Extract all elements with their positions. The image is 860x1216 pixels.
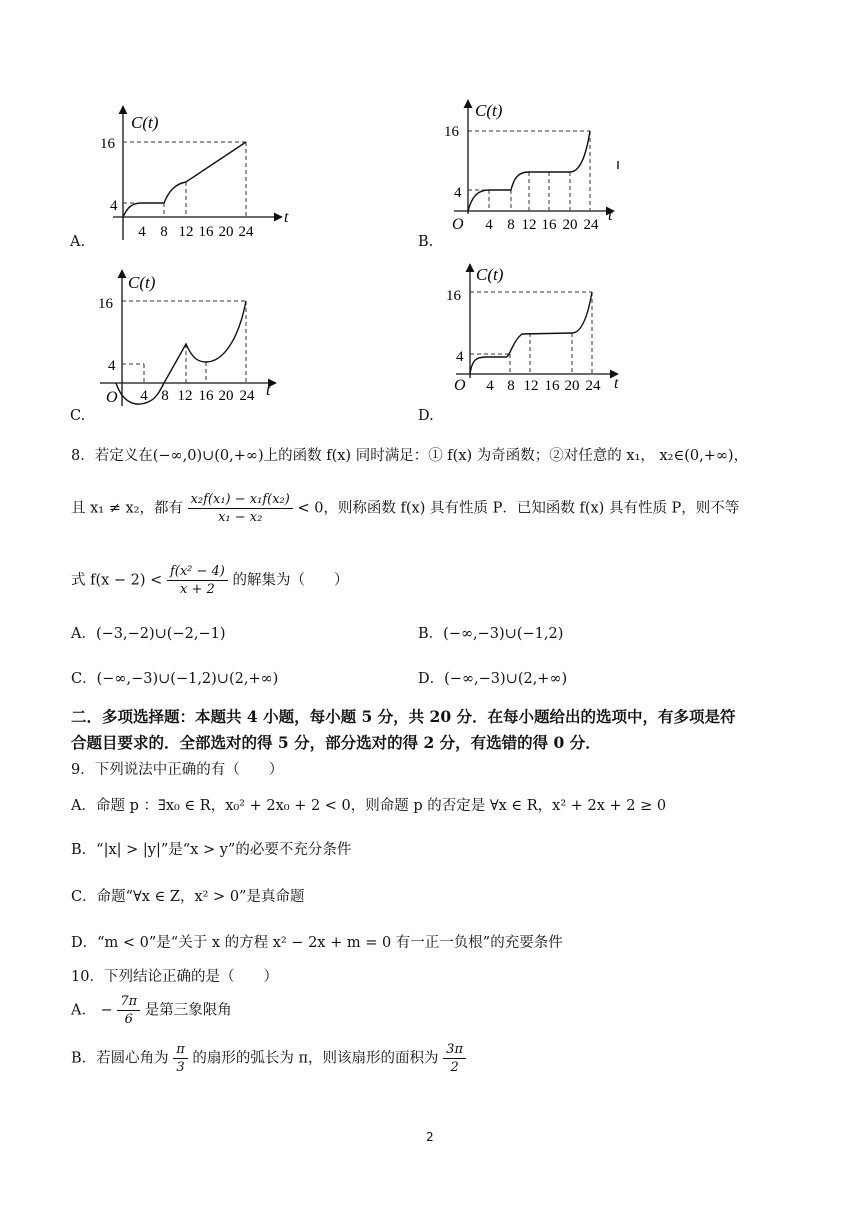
graph-c bbox=[70, 266, 290, 426]
q10-b-numerator2: 3π bbox=[443, 1041, 466, 1059]
q8-condition-fraction bbox=[188, 491, 293, 526]
graph-c-origin: O bbox=[106, 389, 118, 406]
option-label: B． bbox=[418, 626, 444, 642]
graph-b-ytick-4: 4 bbox=[454, 185, 462, 201]
q10-b-pre: B．若圆心角为 bbox=[71, 1050, 169, 1067]
q8-line3-post: 的解集为（ ） bbox=[232, 572, 349, 589]
graph-c-ytick-4: 4 bbox=[108, 358, 116, 374]
q8-frac-numerator: x₂f(x₁) − x₁f(x₂) bbox=[188, 491, 293, 509]
q10-a-text: 是第三象限角 bbox=[144, 1002, 232, 1019]
graph-a-ytick-4: 4 bbox=[110, 198, 118, 214]
graph-c-ylabel: C(t) bbox=[128, 273, 156, 292]
q9-stem: 9．下列说法中正确的有（ ） bbox=[71, 762, 284, 778]
graph-a-xtick: 16 bbox=[198, 224, 214, 240]
graph-d-tlabel: t bbox=[614, 375, 619, 392]
q10-a-numerator: 7π bbox=[117, 993, 140, 1011]
graph-d-xtick: 12 bbox=[523, 378, 539, 394]
graph-c-xtick: 12 bbox=[177, 388, 193, 404]
graph-c-xtick: 4 bbox=[140, 388, 148, 404]
graph-a-xtick: 8 bbox=[160, 224, 168, 240]
graph-d-xtick: 16 bbox=[544, 378, 560, 394]
option-text: (−∞,−3)∪(−1,2) bbox=[443, 626, 564, 642]
q9-option-a: A．命题 p ：∃x₀ ∈ R，x₀² + 2x₀ + 2 < 0，则命题 p 的否定是 ∀x ∈ R，x² + 2x + 2 ≥ 0 bbox=[71, 798, 667, 814]
graph-b-tlabel: t bbox=[608, 207, 613, 224]
graph-a-plot bbox=[70, 98, 300, 250]
graph-b-xtick: 4 bbox=[485, 217, 493, 233]
graph-a-ylabel: C(t) bbox=[131, 113, 159, 132]
q8-option-b bbox=[418, 624, 563, 644]
graph-c-xtick: 16 bbox=[198, 388, 214, 404]
graph-b-ylabel: C(t) bbox=[475, 101, 503, 120]
graph-c-ytick-16: 16 bbox=[98, 296, 113, 312]
q10-b-fraction-area bbox=[443, 1041, 466, 1076]
graph-b-plot bbox=[418, 96, 638, 250]
graph-c-letter: C. bbox=[70, 408, 86, 424]
option-text: (−3,−2)∪(−2,−1) bbox=[95, 626, 226, 642]
graph-d bbox=[418, 260, 638, 426]
q10-stem: 10．下列结论正确的是（ ） bbox=[71, 969, 278, 985]
graph-d-ytick-4: 4 bbox=[456, 349, 464, 365]
graph-b-xtick: 16 bbox=[541, 217, 557, 233]
graph-d-xtick: 8 bbox=[507, 378, 515, 394]
graph-c-xtick: 20 bbox=[218, 388, 234, 404]
graph-a bbox=[70, 98, 300, 250]
graph-b-origin: O bbox=[452, 216, 464, 233]
q8-line2 bbox=[71, 491, 739, 526]
graph-d-letter: D. bbox=[418, 408, 434, 424]
graph-a-xtick: 4 bbox=[138, 224, 146, 240]
q9-option-c: C．命题“∀x ∈ Z，x² > 0”是真命题 bbox=[71, 889, 305, 905]
section2-line2: 合题目要求的．全部选对的得 5 分，部分选对的得 2 分，有选错的得 0 分． bbox=[71, 733, 601, 752]
graph-a-tlabel: t bbox=[284, 209, 289, 226]
graph-c-tlabel: t bbox=[266, 382, 271, 399]
q10-a-denominator: 6 bbox=[124, 1012, 133, 1027]
graph-d-xtick: 20 bbox=[564, 378, 580, 394]
q8-inequality-fraction bbox=[167, 563, 228, 598]
q10-b-denominator2: 2 bbox=[450, 1060, 459, 1075]
graph-a-xtick: 12 bbox=[178, 224, 194, 240]
q10-b-denominator: 3 bbox=[176, 1060, 185, 1075]
option-label: A． bbox=[71, 1002, 96, 1019]
graph-c-xtick: 8 bbox=[161, 388, 169, 404]
graph-b bbox=[418, 96, 638, 250]
q8-line2-pre: 且 x₁ ≠ x₂，都有 bbox=[71, 500, 183, 517]
graph-a-xtick: 20 bbox=[218, 224, 234, 240]
option-label: A． bbox=[71, 626, 96, 642]
graph-d-plot bbox=[418, 260, 638, 426]
q8-line3 bbox=[71, 563, 348, 598]
q8-frac2-numerator: f(x² − 4) bbox=[167, 563, 228, 581]
section2-line1: 二．多项选择题：本题共 4 小题，每小题 5 分，共 20 分．在每小题给出的选项中，有多项是符 bbox=[71, 707, 736, 726]
q8-option-a bbox=[71, 624, 225, 644]
q9-option-b: B．“|x| > |y|”是“x > y”的必要不充分条件 bbox=[71, 842, 352, 858]
graph-c-xtick: 24 bbox=[239, 388, 255, 404]
page-number: 2 bbox=[426, 1130, 434, 1144]
graph-a-xtick: 24 bbox=[238, 224, 254, 240]
q8-option-d bbox=[418, 669, 567, 689]
option-text: (−∞,−3)∪(−1,2)∪(2,+∞) bbox=[96, 671, 279, 687]
q10-option-b bbox=[71, 1041, 466, 1076]
q8-frac2-denominator: x + 2 bbox=[180, 582, 215, 597]
q8-frac-denominator: x₁ − x₂ bbox=[218, 510, 263, 525]
option-text: (−∞,−3)∪(2,+∞) bbox=[444, 671, 568, 687]
graph-b-ytick-16: 16 bbox=[444, 124, 459, 140]
minus-sign: − bbox=[100, 1002, 113, 1019]
graph-a-letter: A. bbox=[70, 234, 86, 250]
q10-b-fraction-angle bbox=[173, 1041, 188, 1076]
graph-d-xtick: 4 bbox=[486, 378, 494, 394]
option-label: C． bbox=[71, 671, 97, 687]
graph-d-ylabel: C(t) bbox=[476, 265, 504, 284]
graph-d-ytick-16: 16 bbox=[446, 288, 461, 304]
q9-option-d: D．“m < 0”是“关于 x 的方程 x² − 2x + m = 0 有一正一负根”的充要条件 bbox=[71, 935, 563, 951]
option-label: D． bbox=[418, 671, 445, 687]
q8-line1: 8．若定义在(−∞,0)∪(0,+∞)上的函数 f(x) 同时满足：① f(x) 为奇函数；②对任意的 x₁， x₂∈(0,+∞)， bbox=[71, 448, 749, 464]
graph-c-plot bbox=[70, 266, 290, 426]
graph-d-xtick: 24 bbox=[585, 378, 601, 394]
graph-d-origin: O bbox=[454, 377, 466, 394]
q8-line3-pre: 式 f(x − 2) < bbox=[71, 572, 163, 589]
q10-a-fraction bbox=[117, 993, 140, 1028]
q8-option-c bbox=[71, 669, 278, 689]
q10-b-mid: 的扇形的弧长为 π，则该扇形的面积为 bbox=[192, 1050, 439, 1067]
graph-b-letter: B. bbox=[418, 234, 434, 250]
q10-option-a bbox=[71, 993, 232, 1028]
graph-b-xtick: 24 bbox=[583, 217, 599, 233]
graph-a-ytick-16: 16 bbox=[100, 136, 115, 152]
graph-b-xtick: 20 bbox=[562, 217, 578, 233]
q8-line2-post: < 0，则称函数 f(x) 具有性质 P．已知函数 f(x) 具有性质 P，则不等 bbox=[297, 500, 740, 517]
graph-b-xtick: 8 bbox=[507, 217, 515, 233]
q10-b-numerator: π bbox=[173, 1041, 188, 1059]
graph-b-xtick: 12 bbox=[521, 217, 537, 233]
